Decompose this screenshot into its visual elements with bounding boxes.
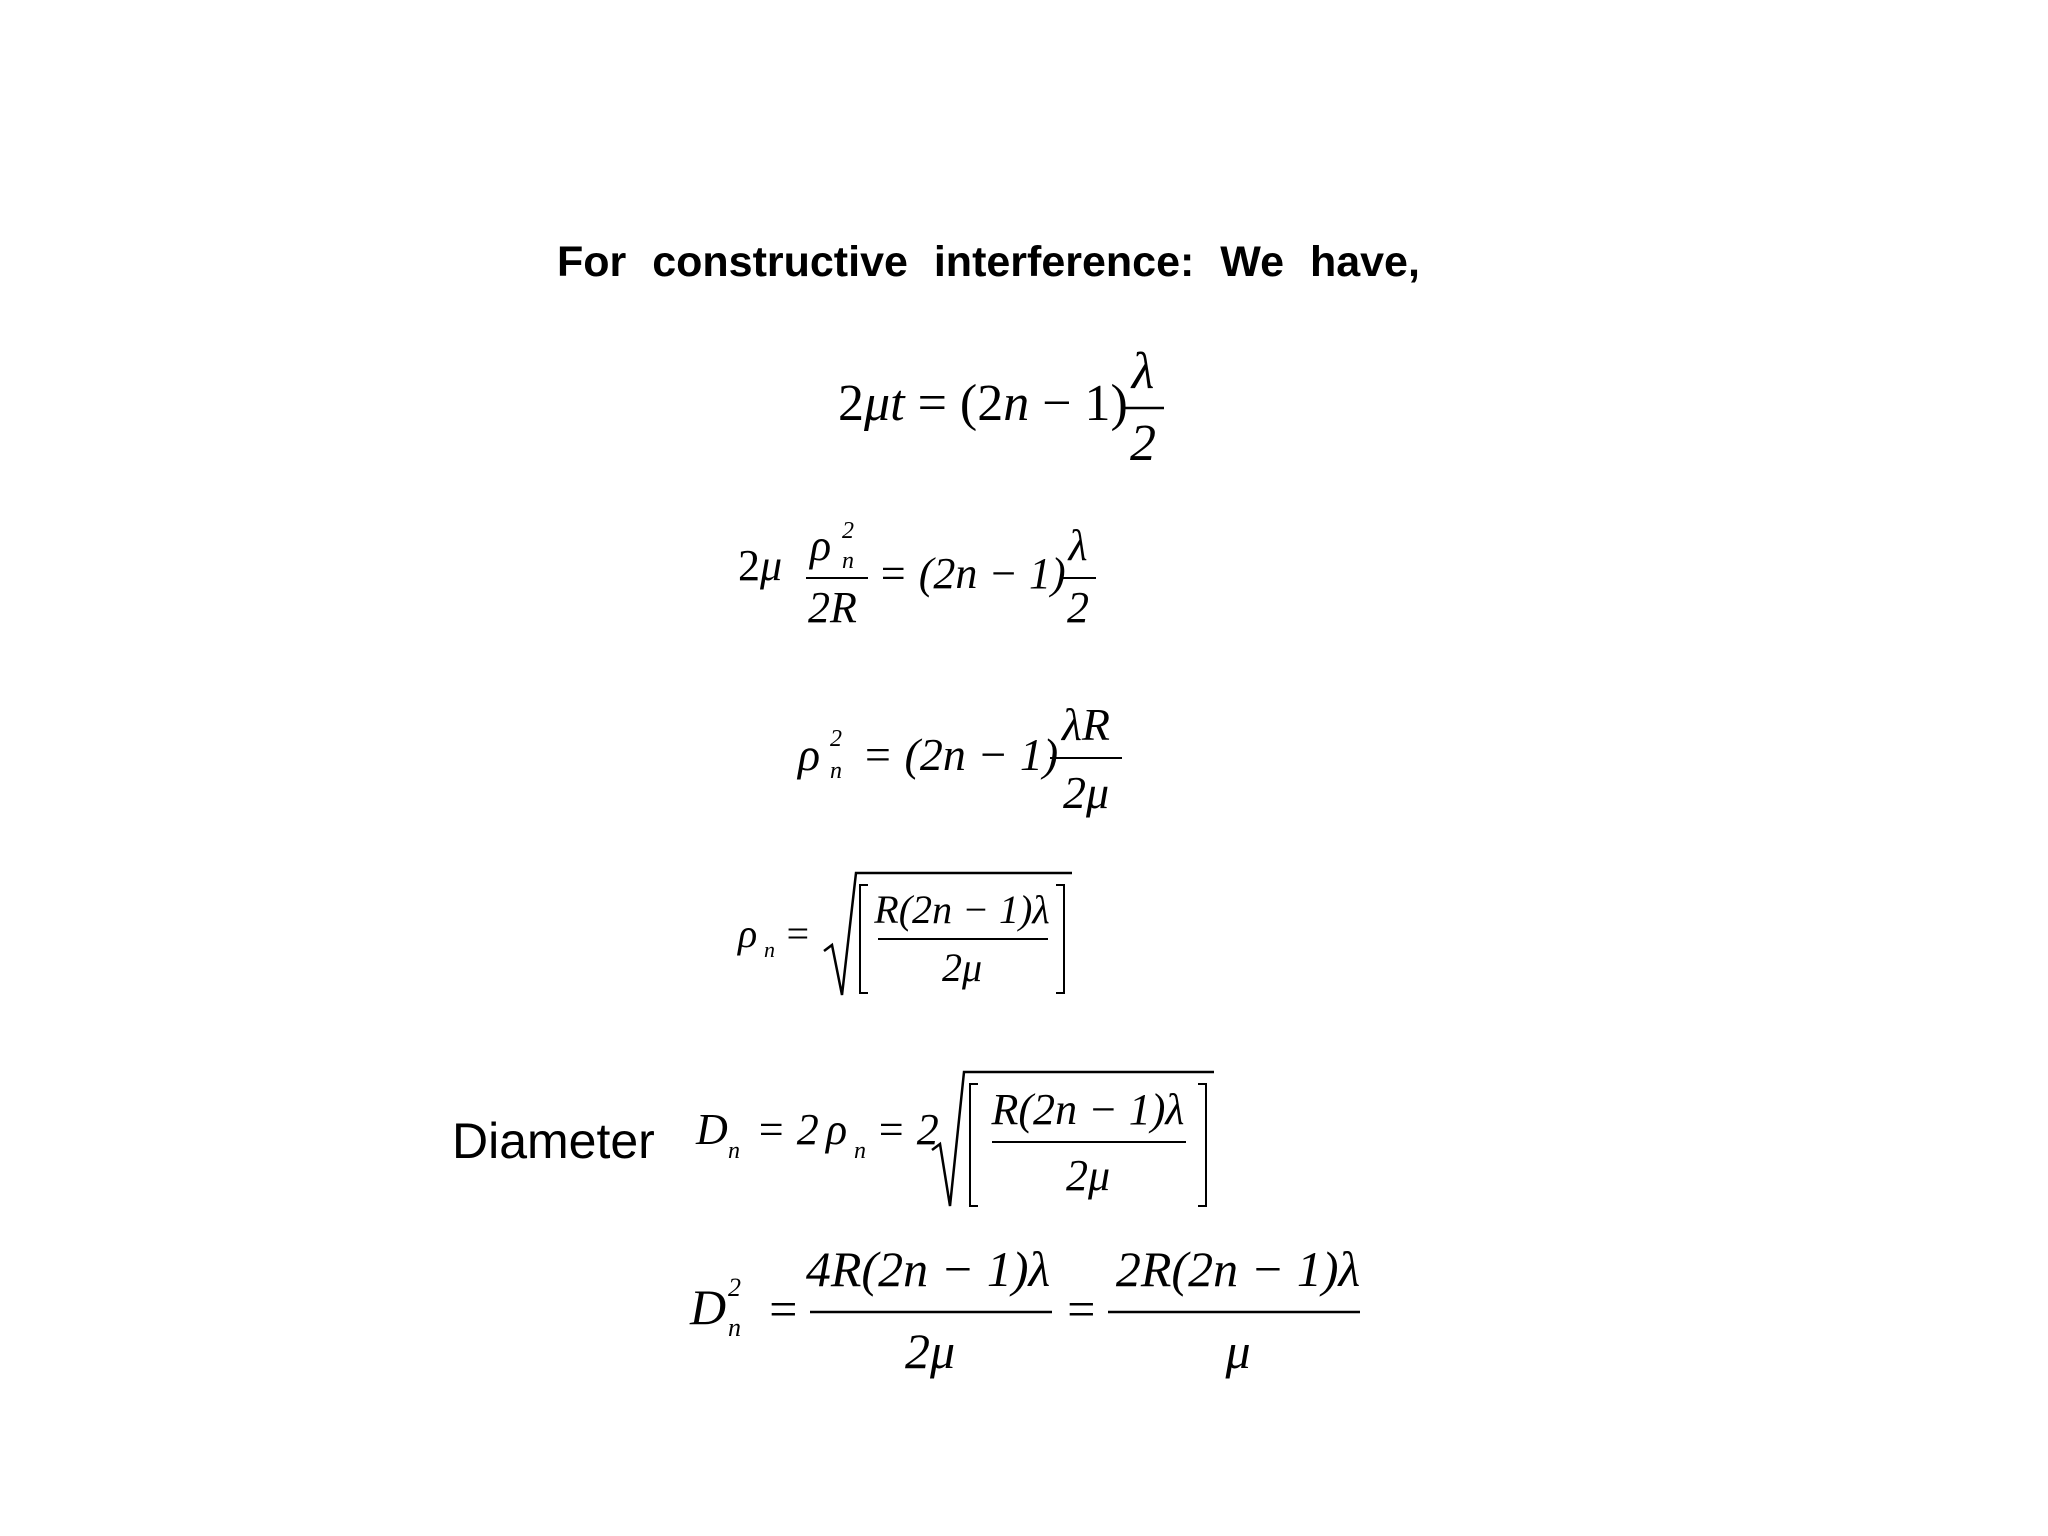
heading: For constructive interference: We have, (557, 238, 1420, 286)
svg-text:λR: λR (1061, 699, 1111, 750)
equation-4-graphic (738, 865, 1078, 1005)
svg-text:2μ: 2μ (941, 945, 983, 990)
svg-text:= 2: = 2 (756, 1105, 819, 1154)
equation-5-graphic (696, 1064, 1216, 1224)
svg-text:2: 2 (1067, 583, 1089, 632)
equation-3-graphic (798, 690, 1138, 830)
equation-1-graphic (838, 343, 1178, 488)
svg-text:R(2n − 1)λ: R(2n − 1)λ (874, 887, 1050, 932)
svg-text:n: n (854, 1138, 866, 1164)
svg-text:2μt = (2n − 1): 2μt = (2n − 1) (838, 375, 1128, 432)
svg-text:2μ: 2μ (1065, 1151, 1111, 1200)
svg-text:μ: μ (1225, 1323, 1251, 1379)
svg-text:2: 2 (842, 518, 854, 544)
svg-text:=: = (1064, 1281, 1098, 1337)
svg-text:D: D (690, 1279, 727, 1335)
svg-text:D: D (696, 1105, 728, 1154)
svg-text:4R(2n − 1)λ: 4R(2n − 1)λ (805, 1241, 1051, 1297)
svg-text:λ: λ (1068, 521, 1088, 570)
equation-6 (690, 1240, 1370, 1390)
svg-text:ρ: ρ (810, 521, 832, 570)
svg-text:= (2n − 1): = (2n − 1) (878, 549, 1066, 598)
equation-2 (738, 510, 1138, 640)
svg-text:n: n (764, 937, 775, 962)
svg-text:2: 2 (1130, 415, 1156, 472)
svg-text:2: 2 (728, 1273, 741, 1302)
svg-text:ρ: ρ (798, 729, 821, 780)
diameter-label: Diameter (452, 1113, 655, 1169)
svg-text:n: n (830, 758, 842, 784)
svg-text:R(2n − 1)λ: R(2n − 1)λ (991, 1085, 1185, 1134)
svg-text:n: n (728, 1313, 741, 1342)
svg-text:=: = (766, 1281, 800, 1337)
svg-text:ρ: ρ (826, 1105, 848, 1154)
svg-text:2μ: 2μ (738, 541, 783, 590)
svg-text:2μ: 2μ (904, 1323, 956, 1379)
svg-text:n: n (728, 1138, 740, 1164)
equation-6-graphic (690, 1240, 1370, 1390)
svg-text:λ: λ (1131, 343, 1155, 400)
equation-5 (696, 1064, 1216, 1224)
svg-text:2R(2n − 1)λ: 2R(2n − 1)λ (1115, 1241, 1361, 1297)
svg-text:ρ: ρ (738, 911, 758, 956)
equation-1 (838, 343, 1178, 488)
svg-text:2μ: 2μ (1062, 767, 1110, 818)
svg-text:= 2: = 2 (876, 1105, 939, 1154)
svg-text:2R: 2R (808, 583, 857, 632)
svg-text:2: 2 (830, 726, 842, 752)
svg-text:n: n (842, 548, 854, 574)
svg-text:=: = (784, 911, 811, 956)
equation-2-graphic (738, 510, 1138, 640)
equation-3 (798, 690, 1138, 830)
equation-4 (738, 865, 1078, 1005)
svg-text:= (2n − 1): = (2n − 1) (862, 729, 1059, 780)
